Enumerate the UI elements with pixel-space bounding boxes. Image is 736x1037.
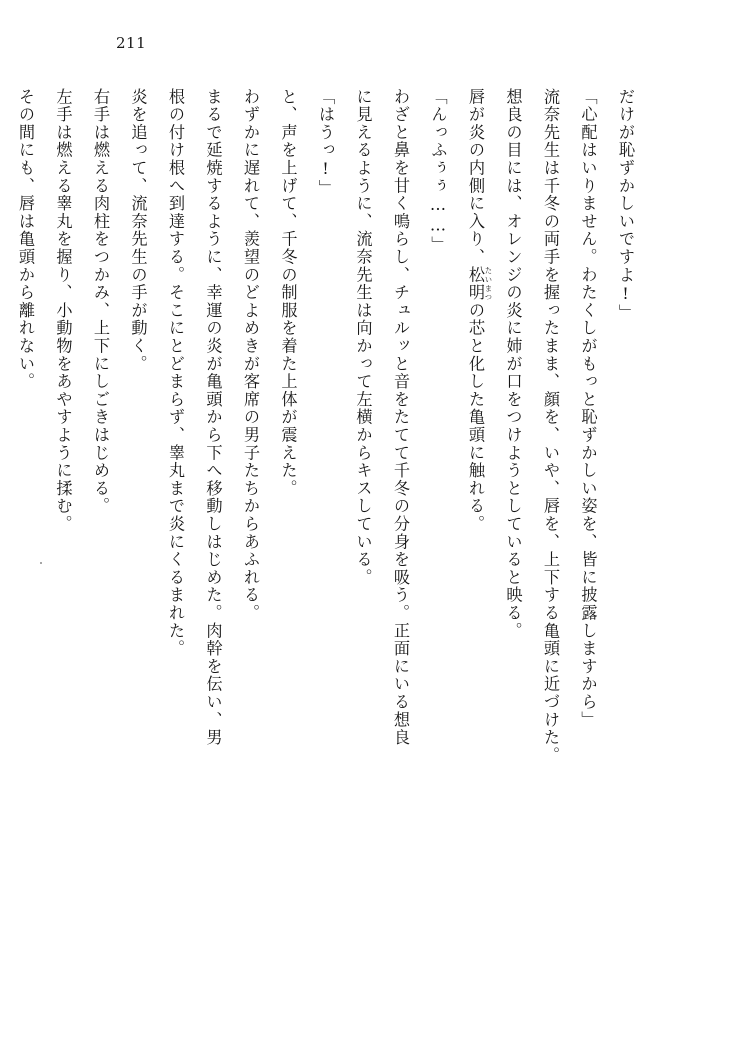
ruby-taimatsu: 松明 たいまつ (466, 266, 493, 302)
paragraph: 「はうっ!」 (316, 88, 335, 198)
paragraph: 「んっふぅぅ……」 (428, 88, 448, 254)
page-number: 211 (116, 34, 147, 52)
paragraph: まるで延焼するように、幸運の炎が亀頭から下へ移動しはじめた。肉幹を伝い、男 (203, 88, 223, 747)
paragraph: だけが恥ずかしいですよ!」 (616, 88, 635, 323)
paragraph: 流奈先生は千冬の両手を握ったまま、顔を、いや、唇を、上下する亀頭に近づけた。 (541, 88, 560, 765)
paragraph: 炎を追って、流奈先生の手が動く。 (128, 88, 148, 373)
paragraph: 「心配はいりません。わたくしがもっと恥ずかしい姿を、皆に披露しますから」 (578, 88, 598, 729)
scan-speck (40, 562, 42, 564)
paragraph: わずかに遅れて、羨望のどよめきが客席の男子たちからあふれる。 (241, 88, 260, 622)
paragraph: 根の付け根へ到達する。そこにとどまらず、睾丸まで炎にくるまれた。 (166, 88, 185, 658)
paragraph: わざと鼻を甘く鳴らし、チュルッと音をたてて千冬の分身を吸う。正面にいる想良 (391, 88, 410, 747)
paragraph: 右手は燃える肉柱をつかみ、上下にしごきはじめる。 (91, 88, 110, 516)
paragraph: 想良の目には、オレンジの炎に姉が口をつけようとしていると映る。 (503, 88, 523, 640)
paragraph: その間にも、唇は亀頭から離れない。 (16, 88, 35, 391)
paragraph: 左手は燃える睾丸を握り、小動物をあやすように揉む。 (53, 88, 73, 533)
page-body-text (16, 88, 644, 968)
ruby-reading: たいまつ (484, 266, 493, 302)
paragraph-with-ruby: 唇が炎の内側に入り、松明 たいまつの芯と化した亀頭に触れる。 (466, 88, 493, 534)
paragraph: に見えるように、流奈先生は向かって左横からキスしている。 (353, 88, 373, 587)
paragraph: と、声を上げて、千冬の制服を着た上体が震えた。 (278, 88, 298, 498)
